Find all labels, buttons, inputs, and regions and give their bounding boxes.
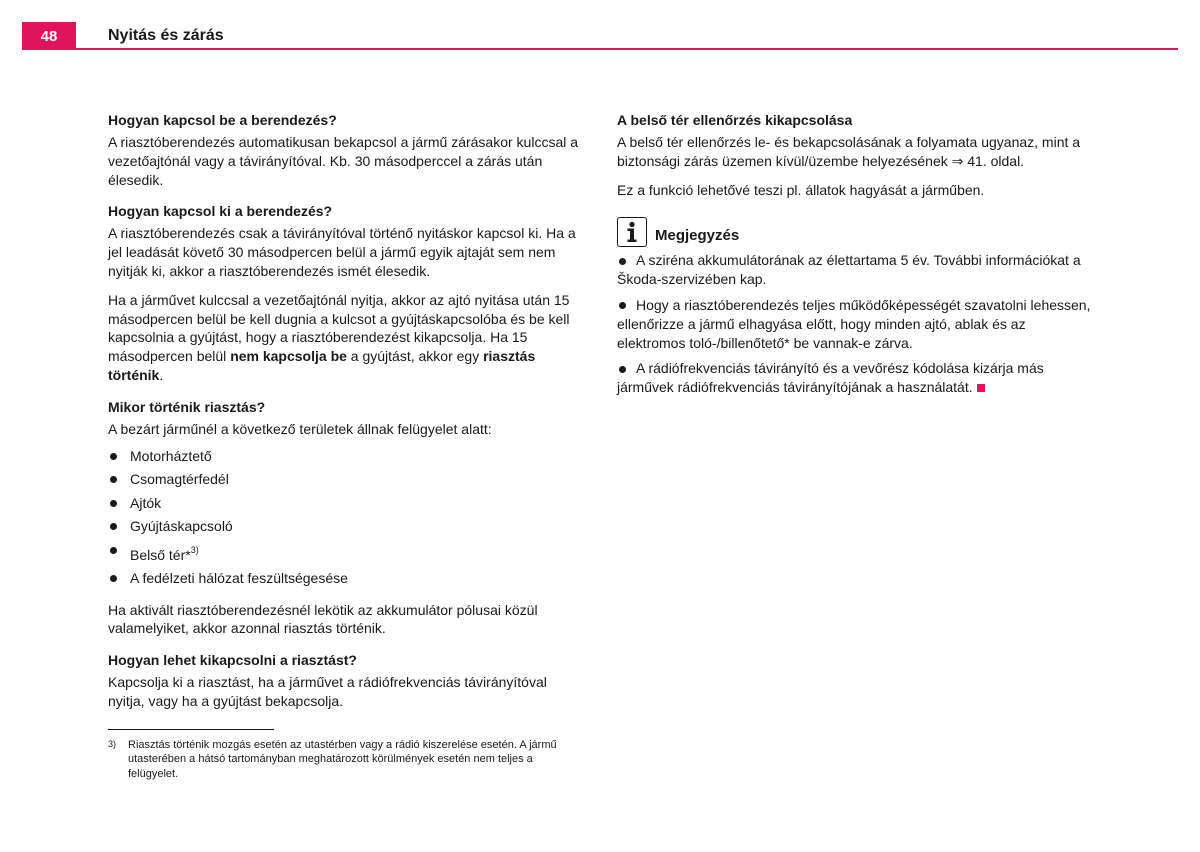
section-heading-deactivation: Hogyan kapcsol ki a berendezés? [108,203,333,220]
list-item-label: Ajtók [130,494,162,511]
list-item [108,539,582,568]
bullet-icon [110,476,117,483]
note-item-text: A rádiófrekvenciás távirányító és a vevőrész kódolása kizárja más járművek rádiófrekvenciás távirányítójának a használatát. [617,360,1044,396]
bullet-icon [110,575,117,582]
bullet-icon [110,523,117,530]
text-run: . [159,366,164,383]
footnote [108,738,582,782]
paragraph-interior-monitoring-2: Ez a funkció lehetővé teszi pl. állatok hagyását a járműben. [617,181,985,198]
bullet-icon [619,366,626,373]
footnote-reference: 3) [190,544,199,555]
left-column [108,111,582,782]
paragraph-deactivation-1: A riasztóberendezés csak a távirányítóval történő nyitáskor kapcsol ki. Ha a jel leadását követő 30 másodpercen belül a jármű egyik ajtaját sem nem nyitják ki, akkor a riasztóberendezés ismét élesedik. [108,225,576,279]
note-title: Megjegyzés [655,226,740,244]
list-item [108,468,582,492]
section-end-marker [977,384,985,392]
monitored-areas-list [108,445,582,591]
list-item [108,445,582,469]
paragraph-activation: A riasztóberendezés automatikusan bekapcsol a jármű zárásakor kulccsal a vezetőajtónál vagy a távirányítóval. Kb. 30 másodperccel a zárás után élesedik. [108,134,579,188]
bold-run: nem kapcsolja be [230,348,347,365]
bullet-icon [110,500,117,507]
footnote-mark: 3) [108,738,117,749]
text-run: Ha a járművet kulccsal a vezetőajtónál nyitja, akkor az ajtó nyitása után 15 másodpercen belül be kell dugnia a kulcsot a gyújtáskapcsolóba és be kell kapcsolnia a gyújtást, hogy a riasztóberendezést kikapcsolja. Ha 15 másodpercen belül [108,291,570,365]
bullet-icon [110,453,117,460]
list-item [108,515,582,539]
list-item-label: A fedélzeti hálózat feszültségesése [130,570,348,587]
text-run: a gyújtást, akkor egy [346,348,484,365]
bullet-icon [619,258,626,265]
section-heading-alarm-trigger: Mikor történik riasztás? [108,398,266,415]
note-item-text: A sziréna akkumulátorának az élettartama 5 év. További információkat a Škoda-szervizében kap. [617,252,1081,288]
paragraph-battery-disconnect: Ha aktivált riasztóberendezésnél lekötik az akkumulátor pólusai közül valamelyiket, akkor azonnal riasztás történik. [108,601,538,637]
list-item-label: Csomagtérfedél [130,471,229,488]
bullet-icon [110,547,117,554]
list-item [108,567,582,591]
right-column [617,111,1091,404]
paragraph-turn-off-alarm: Kapcsolja ki a riasztást, ha a járművet a rádiófrekvenciás távirányítóval nyitja, vagy ha a gyújtást bekapcsolja. [108,674,547,709]
note-item [617,251,1091,289]
info-icon [617,217,647,247]
list-item-label: Belső tér* [130,546,191,563]
note-item [617,296,1091,352]
list-item-label: Gyújtáskapcsoló [130,518,233,535]
chapter-title: Nyitás és zárás [108,27,224,44]
footnote-text: Riasztás történik mozgás esetén az utastérben vagy a rádió kiszerelése esetén. A jármű utasterében a hátsó tartományban meghatározott körülmények esetén nem teljes a felügyelet. [128,738,557,780]
section-heading-turn-off-alarm: Hogyan lehet kikapcsolni a riasztást? [108,652,357,669]
header-rule [22,48,1178,50]
bullet-icon [619,302,626,309]
paragraph-deactivation-2 [108,291,582,385]
page-number: 48 [22,22,76,48]
footnote-divider [108,729,274,730]
note-item-text: Hogy a riasztóberendezés teljes működőképességét szavatolni lehessen, ellenőrizze a jármű elhagyása előtt, hogy minden ajtó, ablak és az elektromos toló-/billenőtető* be vannak-e zárva. [617,296,1091,351]
list-item-label: Motorháztető [130,447,212,464]
bold-run: riasztás történik [108,348,536,383]
note-item [617,359,1091,397]
section-heading-activation: Hogyan kapcsol be a berendezés? [108,112,337,128]
paragraph-alarm-intro: A bezárt járműnél a következő területek állnak felügyelet alatt: [108,420,492,437]
section-heading-interior-monitoring: A belső tér ellenőrzés kikapcsolása [617,112,853,128]
paragraph-interior-monitoring-1: A belső tér ellenőrzés le- és bekapcsolásának a folyamata ugyanaz, mint a biztonsági zárás üzemen kívül/üzembe helyezésének ⇒ 41. oldal. [617,134,1081,169]
note-header [617,217,1091,247]
list-item [108,492,582,516]
